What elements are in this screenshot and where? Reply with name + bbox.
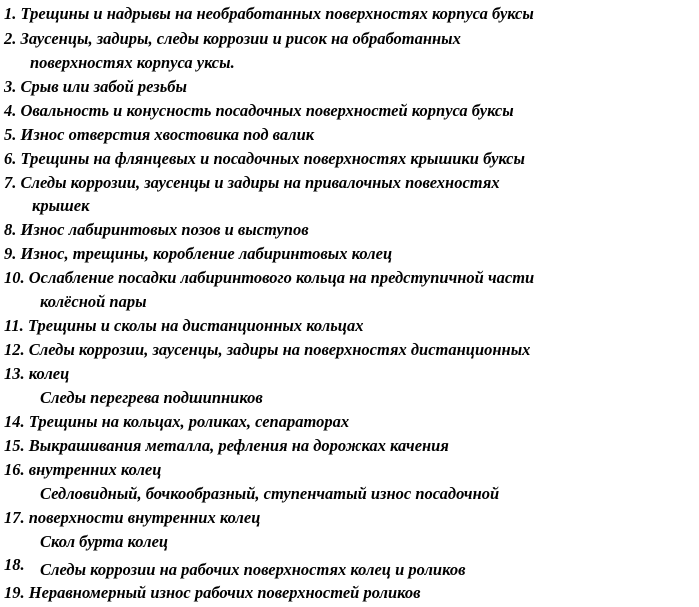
list-line: 11. Трещины и сколы на дистанционных кольцах (4, 316, 364, 335)
list-line: 5. Износ отверстия хвостовика под валик (4, 125, 315, 144)
list-line: 14. Трещины на кольцах, роликах, сепараторах (4, 412, 350, 431)
list-line: 16. внутренних колец (4, 460, 162, 479)
list-line: 8. Износ лабиринтовых позов и выступов (4, 220, 309, 239)
list-line: Скол бурта колец (40, 532, 169, 551)
list-line: 2. Заусенцы, задиры, следы коррозии и рисок на обработанных (4, 29, 461, 48)
list-line: Следы перегрева подшипников (40, 388, 263, 407)
list-line: Седловидный, бочкообразный, ступенчатый износ посадочной (40, 484, 500, 503)
list-line: 17. поверхности внутренних колец (4, 508, 261, 527)
list-line: 9. Износ, трещины, коробление лабиринтовых колец (4, 244, 393, 263)
list-line: 6. Трещины на флянцевых и посадочных поверхностях крышики буксы (4, 149, 525, 168)
list-line: 7. Следы коррозии, заусенцы и задиры на привалочных повехностях (4, 173, 500, 192)
list-line: 3. Срыв или забой резьбы (4, 77, 187, 96)
list-line: 19. Неравномерный износ рабочих поверхностей роликов (4, 583, 421, 602)
list-line: 4. Овальность и конусность посадочных поверхностей корпуса буксы (4, 101, 514, 120)
list-line: 12. Следы коррозии, заусенцы, задиры на поверхностях дистанционных (4, 340, 531, 359)
list-line: крышек (32, 196, 90, 215)
list-line: 10. Ослабление посадки лабиринтового кольца на предступичной части (4, 268, 535, 287)
list-line: 15. Выкрашивания металла, рефления на дорожках качения (4, 436, 449, 455)
list-line: 13. колец (4, 364, 70, 383)
list-line: 18. (4, 555, 25, 574)
list-line: колёсной пары (40, 292, 147, 311)
list-line: поверхностях корпуса уксы. (30, 53, 235, 72)
list-line: Следы коррозии на рабочих поверхностях колец и роликов (40, 560, 466, 579)
list-line: 1. Трещины и надрывы на необработанных поверхностях корпуса буксы (4, 4, 534, 23)
